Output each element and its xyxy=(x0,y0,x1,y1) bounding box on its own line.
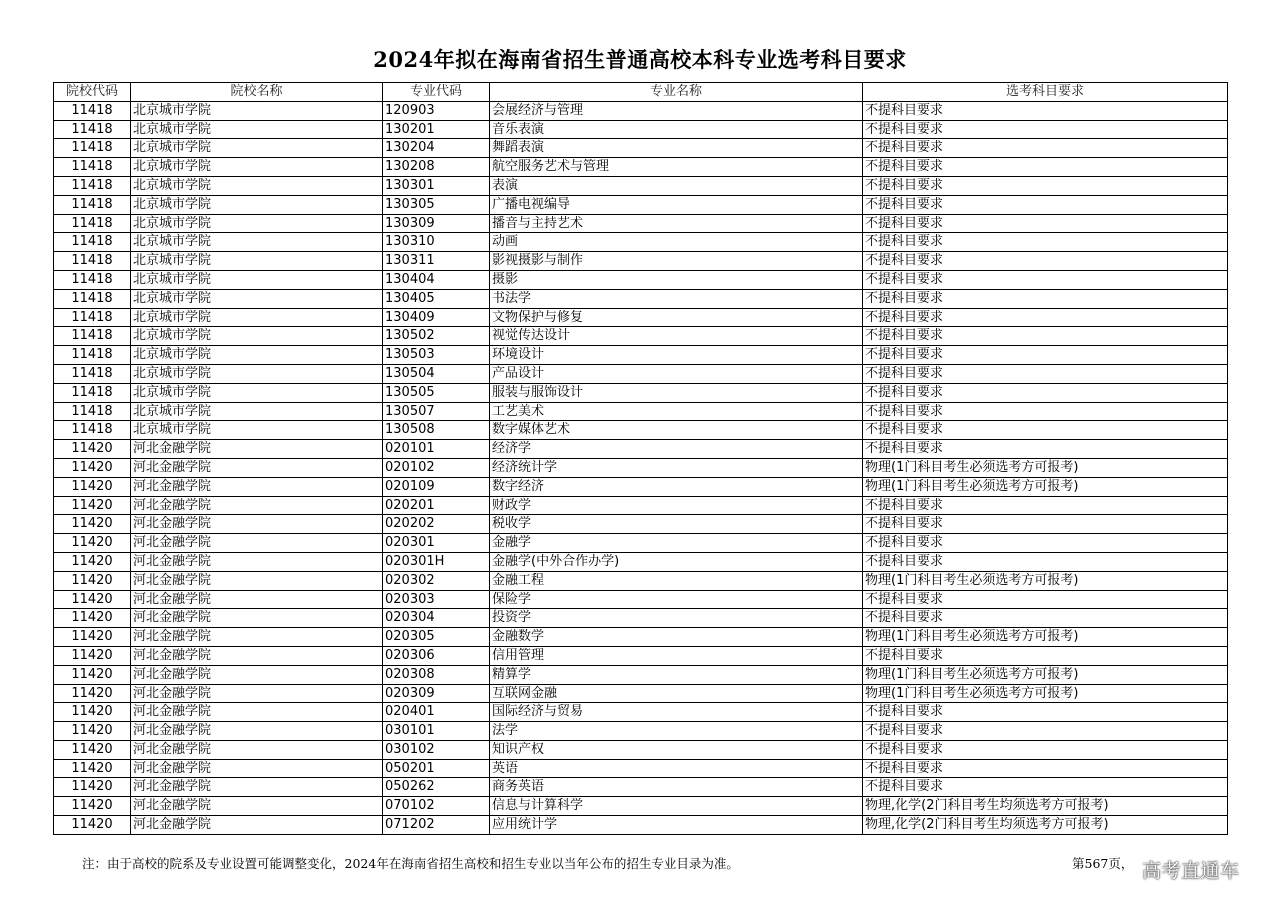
school-name-cell: 北京城市学院 xyxy=(131,120,383,139)
school-code-cell: 11418 xyxy=(54,101,131,120)
major-name-cell: 书法学 xyxy=(490,289,863,308)
major-name-cell: 金融工程 xyxy=(490,571,863,590)
school-name-cell: 河北金融学院 xyxy=(131,496,383,515)
table-row xyxy=(54,421,1228,440)
requirements-table xyxy=(53,82,1228,835)
school-code-cell: 11420 xyxy=(54,534,131,553)
subject-requirement-cell: 不提科目要求 xyxy=(863,722,1228,741)
school-name-cell: 河北金融学院 xyxy=(131,609,383,628)
major-name-cell: 播音与主持艺术 xyxy=(490,214,863,233)
school-name-cell: 河北金融学院 xyxy=(131,722,383,741)
school-code-cell: 11418 xyxy=(54,383,131,402)
table-row xyxy=(54,665,1228,684)
major-code-cell: 050262 xyxy=(383,778,490,797)
major-name-cell: 数字经济 xyxy=(490,477,863,496)
major-code-cell: 020301H xyxy=(383,552,490,571)
major-code-cell: 020309 xyxy=(383,684,490,703)
school-code-cell: 11420 xyxy=(54,571,131,590)
subject-requirement-cell: 不提科目要求 xyxy=(863,703,1228,722)
table-row xyxy=(54,609,1228,628)
footnote: 注：由于高校的院系及专业设置可能调整变化，2024年在海南省招生高校和招生专业以当年公布的招生专业目录为准。 xyxy=(82,856,739,871)
school-code-cell: 11420 xyxy=(54,816,131,835)
school-name-cell: 北京城市学院 xyxy=(131,327,383,346)
table-row xyxy=(54,346,1228,365)
major-code-cell: 020101 xyxy=(383,440,490,459)
header-school-name: 院校名称 xyxy=(131,83,383,102)
subject-requirement-cell: 不提科目要求 xyxy=(863,327,1228,346)
table-row xyxy=(54,534,1228,553)
school-code-cell: 11418 xyxy=(54,402,131,421)
major-code-cell: 020305 xyxy=(383,628,490,647)
school-name-cell: 北京城市学院 xyxy=(131,158,383,177)
subject-requirement-cell: 物理,化学(2门科目考生均须选考方可报考) xyxy=(863,797,1228,816)
major-code-cell: 020102 xyxy=(383,458,490,477)
table-row xyxy=(54,176,1228,195)
major-code-cell: 020308 xyxy=(383,665,490,684)
major-name-cell: 视觉传达设计 xyxy=(490,327,863,346)
major-code-cell: 130305 xyxy=(383,195,490,214)
subject-requirement-cell: 物理(1门科目考生必须选考方可报考) xyxy=(863,571,1228,590)
page-title: 2024年拟在海南省招生普通高校本科专业选考科目要求 xyxy=(373,47,907,72)
subject-requirement-cell: 不提科目要求 xyxy=(863,270,1228,289)
subject-requirement-cell: 物理(1门科目考生必须选考方可报考) xyxy=(863,477,1228,496)
subject-requirement-cell: 不提科目要求 xyxy=(863,646,1228,665)
school-code-cell: 11420 xyxy=(54,740,131,759)
school-name-cell: 河北金融学院 xyxy=(131,740,383,759)
table-row xyxy=(54,628,1228,647)
school-code-cell: 11418 xyxy=(54,120,131,139)
major-code-cell: 071202 xyxy=(383,816,490,835)
school-name-cell: 北京城市学院 xyxy=(131,289,383,308)
school-name-cell: 河北金融学院 xyxy=(131,628,383,647)
school-name-cell: 北京城市学院 xyxy=(131,402,383,421)
school-code-cell: 11420 xyxy=(54,778,131,797)
school-code-cell: 11418 xyxy=(54,308,131,327)
subject-requirement-cell: 不提科目要求 xyxy=(863,139,1228,158)
subject-requirement-cell: 不提科目要求 xyxy=(863,496,1228,515)
major-name-cell: 金融学 xyxy=(490,534,863,553)
major-name-cell: 环境设计 xyxy=(490,346,863,365)
major-code-cell: 130504 xyxy=(383,364,490,383)
table-row xyxy=(54,327,1228,346)
subject-requirement-cell: 物理(1门科目考生必须选考方可报考) xyxy=(863,684,1228,703)
major-code-cell: 020401 xyxy=(383,703,490,722)
school-name-cell: 北京城市学院 xyxy=(131,101,383,120)
major-name-cell: 金融学(中外合作办学) xyxy=(490,552,863,571)
major-code-cell: 070102 xyxy=(383,797,490,816)
school-name-cell: 北京城市学院 xyxy=(131,195,383,214)
major-name-cell: 数字媒体艺术 xyxy=(490,421,863,440)
school-name-cell: 北京城市学院 xyxy=(131,421,383,440)
school-name-cell: 河北金融学院 xyxy=(131,552,383,571)
table-row xyxy=(54,308,1228,327)
school-code-cell: 11418 xyxy=(54,195,131,214)
major-code-cell: 130309 xyxy=(383,214,490,233)
school-name-cell: 河北金融学院 xyxy=(131,816,383,835)
major-code-cell: 130204 xyxy=(383,139,490,158)
table-row xyxy=(54,571,1228,590)
major-name-cell: 精算学 xyxy=(490,665,863,684)
school-code-cell: 11418 xyxy=(54,214,131,233)
school-name-cell: 河北金融学院 xyxy=(131,665,383,684)
major-name-cell: 信用管理 xyxy=(490,646,863,665)
subject-requirement-cell: 不提科目要求 xyxy=(863,590,1228,609)
major-name-cell: 保险学 xyxy=(490,590,863,609)
subject-requirement-cell: 不提科目要求 xyxy=(863,195,1228,214)
school-name-cell: 河北金融学院 xyxy=(131,440,383,459)
major-name-cell: 经济统计学 xyxy=(490,458,863,477)
major-name-cell: 文物保护与修复 xyxy=(490,308,863,327)
major-name-cell: 知识产权 xyxy=(490,740,863,759)
major-name-cell: 动画 xyxy=(490,233,863,252)
school-code-cell: 11420 xyxy=(54,515,131,534)
major-name-cell: 经济学 xyxy=(490,440,863,459)
table-row xyxy=(54,590,1228,609)
major-code-cell: 130508 xyxy=(383,421,490,440)
subject-requirement-cell: 不提科目要求 xyxy=(863,534,1228,553)
subject-requirement-cell: 物理(1门科目考生必须选考方可报考) xyxy=(863,458,1228,477)
table-row xyxy=(54,496,1228,515)
school-code-cell: 11420 xyxy=(54,628,131,647)
table-row xyxy=(54,252,1228,271)
major-code-cell: 020301 xyxy=(383,534,490,553)
table-body xyxy=(54,101,1228,834)
school-name-cell: 北京城市学院 xyxy=(131,139,383,158)
subject-requirement-cell: 不提科目要求 xyxy=(863,778,1228,797)
school-name-cell: 北京城市学院 xyxy=(131,346,383,365)
school-name-cell: 北京城市学院 xyxy=(131,252,383,271)
major-code-cell: 130502 xyxy=(383,327,490,346)
table-row xyxy=(54,289,1228,308)
major-name-cell: 摄影 xyxy=(490,270,863,289)
school-code-cell: 11418 xyxy=(54,364,131,383)
school-name-cell: 河北金融学院 xyxy=(131,759,383,778)
major-name-cell: 会展经济与管理 xyxy=(490,101,863,120)
school-name-cell: 河北金融学院 xyxy=(131,477,383,496)
subject-requirement-cell: 不提科目要求 xyxy=(863,609,1228,628)
school-name-cell: 河北金融学院 xyxy=(131,646,383,665)
subject-requirement-cell: 物理(1门科目考生必须选考方可报考) xyxy=(863,628,1228,647)
major-code-cell: 030102 xyxy=(383,740,490,759)
major-code-cell: 050201 xyxy=(383,759,490,778)
subject-requirement-cell: 物理,化学(2门科目考生均须选考方可报考) xyxy=(863,816,1228,835)
table-row xyxy=(54,477,1228,496)
subject-requirement-cell: 不提科目要求 xyxy=(863,759,1228,778)
major-code-cell: 020302 xyxy=(383,571,490,590)
school-name-cell: 北京城市学院 xyxy=(131,308,383,327)
table-row xyxy=(54,684,1228,703)
school-code-cell: 11418 xyxy=(54,139,131,158)
major-code-cell: 130208 xyxy=(383,158,490,177)
table-row xyxy=(54,364,1228,383)
school-name-cell: 河北金融学院 xyxy=(131,684,383,703)
subject-requirement-cell: 不提科目要求 xyxy=(863,176,1228,195)
major-code-cell: 130505 xyxy=(383,383,490,402)
school-code-cell: 11418 xyxy=(54,252,131,271)
school-code-cell: 11418 xyxy=(54,289,131,308)
major-code-cell: 130311 xyxy=(383,252,490,271)
table-row xyxy=(54,214,1228,233)
table-row xyxy=(54,233,1228,252)
table-row xyxy=(54,458,1228,477)
major-name-cell: 影视摄影与制作 xyxy=(490,252,863,271)
subject-requirement-cell: 不提科目要求 xyxy=(863,383,1228,402)
major-name-cell: 广播电视编导 xyxy=(490,195,863,214)
major-code-cell: 020306 xyxy=(383,646,490,665)
table-row xyxy=(54,195,1228,214)
school-code-cell: 11420 xyxy=(54,477,131,496)
major-name-cell: 商务英语 xyxy=(490,778,863,797)
school-name-cell: 河北金融学院 xyxy=(131,797,383,816)
page-number: 第567页， xyxy=(1072,856,1134,871)
school-code-cell: 11420 xyxy=(54,552,131,571)
major-code-cell: 020109 xyxy=(383,477,490,496)
subject-requirement-cell: 不提科目要求 xyxy=(863,515,1228,534)
table-row xyxy=(54,101,1228,120)
subject-requirement-cell: 不提科目要求 xyxy=(863,308,1228,327)
table-row xyxy=(54,402,1228,421)
school-code-cell: 11418 xyxy=(54,158,131,177)
subject-requirement-cell: 不提科目要求 xyxy=(863,402,1228,421)
major-name-cell: 产品设计 xyxy=(490,364,863,383)
major-name-cell: 财政学 xyxy=(490,496,863,515)
subject-requirement-cell: 不提科目要求 xyxy=(863,421,1228,440)
major-name-cell: 投资学 xyxy=(490,609,863,628)
major-code-cell: 020201 xyxy=(383,496,490,515)
school-code-cell: 11418 xyxy=(54,233,131,252)
major-name-cell: 互联网金融 xyxy=(490,684,863,703)
school-code-cell: 11418 xyxy=(54,327,131,346)
major-code-cell: 020303 xyxy=(383,590,490,609)
table-row xyxy=(54,778,1228,797)
school-code-cell: 11420 xyxy=(54,797,131,816)
major-code-cell: 120903 xyxy=(383,101,490,120)
subject-requirement-cell: 不提科目要求 xyxy=(863,252,1228,271)
table-row xyxy=(54,383,1228,402)
major-code-cell: 130201 xyxy=(383,120,490,139)
subject-requirement-cell: 不提科目要求 xyxy=(863,101,1228,120)
major-code-cell: 130405 xyxy=(383,289,490,308)
school-name-cell: 河北金融学院 xyxy=(131,534,383,553)
subject-requirement-cell: 不提科目要求 xyxy=(863,440,1228,459)
major-code-cell: 130503 xyxy=(383,346,490,365)
school-code-cell: 11420 xyxy=(54,703,131,722)
table-row xyxy=(54,139,1228,158)
major-name-cell: 航空服务艺术与管理 xyxy=(490,158,863,177)
major-name-cell: 法学 xyxy=(490,722,863,741)
school-code-cell: 11420 xyxy=(54,496,131,515)
major-code-cell: 020304 xyxy=(383,609,490,628)
school-code-cell: 11420 xyxy=(54,646,131,665)
school-code-cell: 11420 xyxy=(54,684,131,703)
table-row xyxy=(54,646,1228,665)
school-name-cell: 河北金融学院 xyxy=(131,458,383,477)
major-code-cell: 130301 xyxy=(383,176,490,195)
school-name-cell: 北京城市学院 xyxy=(131,383,383,402)
table-row xyxy=(54,515,1228,534)
table-row xyxy=(54,797,1228,816)
school-code-cell: 11420 xyxy=(54,665,131,684)
school-code-cell: 11420 xyxy=(54,722,131,741)
subject-requirement-cell: 不提科目要求 xyxy=(863,740,1228,759)
major-name-cell: 税收学 xyxy=(490,515,863,534)
major-name-cell: 金融数学 xyxy=(490,628,863,647)
school-name-cell: 河北金融学院 xyxy=(131,571,383,590)
major-name-cell: 信息与计算科学 xyxy=(490,797,863,816)
major-name-cell: 舞蹈表演 xyxy=(490,139,863,158)
school-name-cell: 北京城市学院 xyxy=(131,176,383,195)
school-name-cell: 河北金融学院 xyxy=(131,590,383,609)
major-code-cell: 020202 xyxy=(383,515,490,534)
school-code-cell: 11418 xyxy=(54,421,131,440)
subject-requirement-cell: 不提科目要求 xyxy=(863,289,1228,308)
school-name-cell: 河北金融学院 xyxy=(131,515,383,534)
school-code-cell: 11420 xyxy=(54,759,131,778)
table-row xyxy=(54,120,1228,139)
table-row xyxy=(54,740,1228,759)
table-row xyxy=(54,703,1228,722)
header-major-code: 专业代码 xyxy=(383,83,490,102)
subject-requirement-cell: 不提科目要求 xyxy=(863,364,1228,383)
table-row xyxy=(54,759,1228,778)
major-code-cell: 130310 xyxy=(383,233,490,252)
subject-requirement-cell: 不提科目要求 xyxy=(863,552,1228,571)
school-name-cell: 北京城市学院 xyxy=(131,270,383,289)
table-row xyxy=(54,816,1228,835)
school-name-cell: 河北金融学院 xyxy=(131,703,383,722)
school-name-cell: 北京城市学院 xyxy=(131,233,383,252)
school-code-cell: 11418 xyxy=(54,176,131,195)
header-school-code: 院校代码 xyxy=(54,83,131,102)
school-code-cell: 11420 xyxy=(54,609,131,628)
major-code-cell: 130409 xyxy=(383,308,490,327)
major-name-cell: 英语 xyxy=(490,759,863,778)
major-name-cell: 国际经济与贸易 xyxy=(490,703,863,722)
table-row xyxy=(54,440,1228,459)
table-row xyxy=(54,552,1228,571)
major-name-cell: 应用统计学 xyxy=(490,816,863,835)
header-major-name: 专业名称 xyxy=(490,83,863,102)
subject-requirement-cell: 不提科目要求 xyxy=(863,346,1228,365)
table-row xyxy=(54,722,1228,741)
major-name-cell: 服装与服饰设计 xyxy=(490,383,863,402)
watermark: 高考直通车 xyxy=(1142,860,1240,882)
school-name-cell: 河北金融学院 xyxy=(131,778,383,797)
school-code-cell: 11420 xyxy=(54,458,131,477)
table-row xyxy=(54,158,1228,177)
school-name-cell: 北京城市学院 xyxy=(131,214,383,233)
table-row xyxy=(54,270,1228,289)
major-code-cell: 130507 xyxy=(383,402,490,421)
subject-requirement-cell: 物理(1门科目考生必须选考方可报考) xyxy=(863,665,1228,684)
major-code-cell: 130404 xyxy=(383,270,490,289)
school-code-cell: 11418 xyxy=(54,346,131,365)
table-header-row xyxy=(54,83,1228,102)
school-code-cell: 11418 xyxy=(54,270,131,289)
school-code-cell: 11420 xyxy=(54,590,131,609)
subject-requirement-cell: 不提科目要求 xyxy=(863,158,1228,177)
subject-requirement-cell: 不提科目要求 xyxy=(863,120,1228,139)
major-name-cell: 音乐表演 xyxy=(490,120,863,139)
school-code-cell: 11420 xyxy=(54,440,131,459)
major-name-cell: 表演 xyxy=(490,176,863,195)
subject-requirement-cell: 不提科目要求 xyxy=(863,233,1228,252)
subject-requirement-cell: 不提科目要求 xyxy=(863,214,1228,233)
major-code-cell: 030101 xyxy=(383,722,490,741)
major-name-cell: 工艺美术 xyxy=(490,402,863,421)
header-subject-requirement: 选考科目要求 xyxy=(863,83,1228,102)
school-name-cell: 北京城市学院 xyxy=(131,364,383,383)
